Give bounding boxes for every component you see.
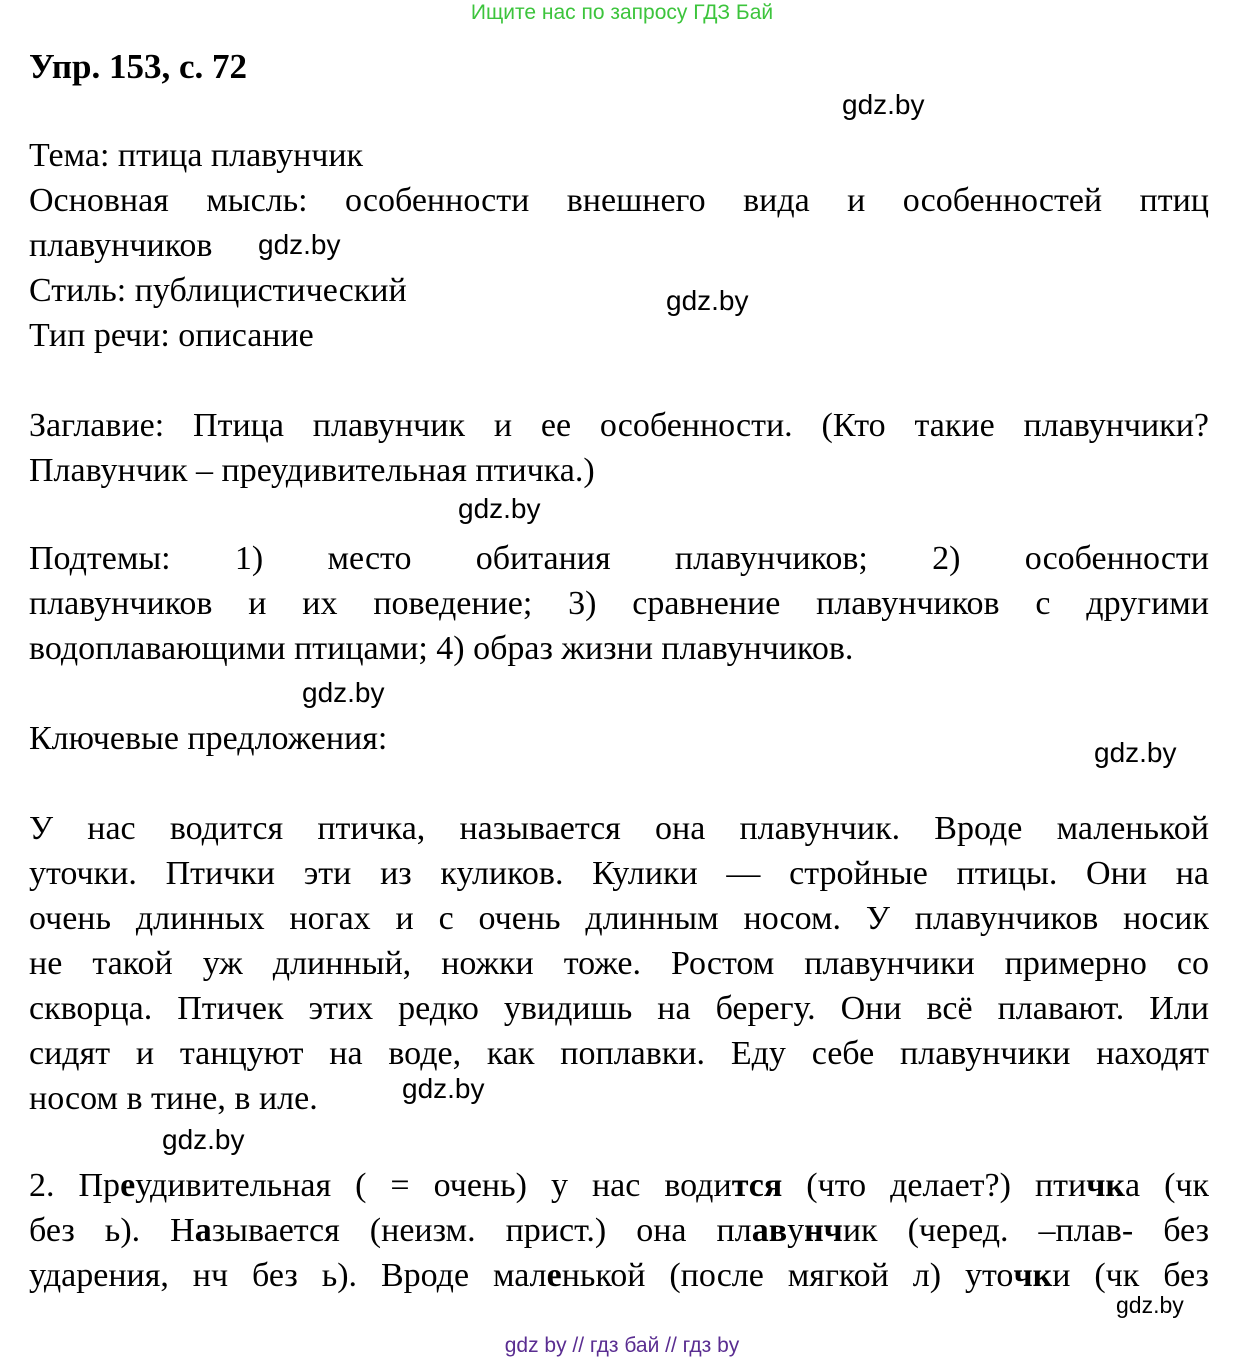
text-line	[29, 536, 1209, 581]
text-segment: ик (черед. –плав- без	[842, 1212, 1209, 1249]
text-segment: нькой (после мягкой л) уто	[561, 1257, 1014, 1294]
highlighted-letters: е	[120, 1167, 136, 1204]
text-line	[29, 851, 1209, 896]
subtopics-block	[29, 536, 1209, 671]
text-segment: Стиль: публицистический	[29, 272, 407, 309]
text-segment: Подтемы: 1) место обитания плавунчиков; 2) особенности	[29, 540, 1209, 577]
text-segment: скворца. Птичек этих редко увидишь на берегу. Они всё плавают. Или	[29, 990, 1209, 1027]
text-segment: удивительная ( = очень) у нас води	[135, 1167, 732, 1204]
watermark: gdz.by	[1094, 737, 1177, 768]
text-line	[29, 1031, 1209, 1076]
text-segment: очень длинных ногах и с очень длинным носом. У плавунчиков носик	[29, 900, 1209, 937]
text-line	[29, 133, 1209, 178]
highlighted-letters: чк	[1013, 1257, 1053, 1294]
highlighted-letters: е	[546, 1257, 562, 1294]
highlighted-letters: а	[194, 1212, 212, 1249]
text-segment: плавунчиков	[29, 227, 213, 264]
text-segment: У нас водится птичка, называется она плавунчик. Вроде маленькой	[29, 810, 1209, 847]
text-line	[29, 581, 1209, 626]
highlighted-letters: тся	[731, 1167, 783, 1204]
text-segment: носом в тине, в иле.	[29, 1080, 318, 1117]
text-line	[29, 806, 1209, 851]
text-segment: Тема: птица плавунчик	[29, 137, 364, 174]
footer-links: gdz by // гдз бай // гдз by	[504, 1334, 740, 1357]
text-segment: и (чк без	[1052, 1257, 1209, 1294]
text-line	[29, 1253, 1209, 1298]
text-line	[29, 313, 1209, 358]
watermark: gdz.by	[402, 1073, 485, 1104]
watermark: gdz.by	[1116, 1292, 1184, 1318]
text-segment: Ключевые предложения:	[29, 720, 388, 757]
text-segment: у	[787, 1212, 805, 1249]
key-sentences-label	[29, 716, 1209, 761]
text-segment: сидят и танцуют на воде, как поплавки. Еду себе плавунчики находят	[29, 1035, 1209, 1072]
text-segment: уточки. Птички эти из куликов. Кулики — стройные птицы. Они на	[29, 855, 1209, 892]
heading-block	[29, 403, 1209, 493]
text-segment: а (чк	[1124, 1167, 1209, 1204]
text-line	[29, 403, 1209, 448]
text-segment: ударения, нч без ь). Вроде мал	[29, 1257, 547, 1294]
highlighted-letters: ав	[751, 1212, 788, 1249]
watermark: gdz.by	[302, 677, 385, 708]
text-segment: Основная мысль: особенности внешнего вида и особенностей птиц	[29, 182, 1209, 219]
text-line	[29, 896, 1209, 941]
text-segment: Плавунчик – преудивительная птичка.)	[29, 452, 595, 489]
source-text	[29, 806, 1209, 1121]
watermark: gdz.by	[842, 89, 925, 120]
watermark: gdz.by	[162, 1124, 245, 1155]
text-line	[29, 1163, 1209, 1208]
text-segment: водоплавающими птицами; 4) образ жизни плавунчиков.	[29, 630, 854, 667]
text-line	[29, 986, 1209, 1031]
text-segment: плавунчиков и их поведение; 3) сравнение плавунчиков с другими	[29, 585, 1209, 622]
watermark: gdz.by	[666, 285, 749, 316]
highlighted-letters: нч	[804, 1212, 843, 1249]
text-segment: Заглавие: Птица плавунчик и ее особенности. (Кто такие плавунчики?	[29, 407, 1209, 444]
text-line	[29, 223, 1209, 268]
highlighted-letters: чк	[1086, 1167, 1125, 1204]
watermark: gdz.by	[258, 229, 341, 260]
text-line	[29, 1208, 1209, 1253]
text-line	[29, 448, 1209, 493]
text-line	[29, 1073, 1209, 1121]
search-hint-banner: Ищите нас по запросу ГДЗ Бай	[470, 1, 774, 24]
text-segment: (что делает?) пти	[782, 1167, 1087, 1204]
text-line	[29, 268, 1209, 313]
text-segment: Тип речи: описание	[29, 317, 314, 354]
exercise-title: Упр. 153, с. 72	[29, 47, 247, 86]
text-line	[29, 178, 1209, 223]
text-line	[29, 716, 1209, 761]
text-line	[29, 626, 1209, 671]
text-line	[29, 941, 1209, 986]
text-segment: зывается (неизм. прист.) она пл	[211, 1212, 752, 1249]
text-segment: 2. Пр	[29, 1167, 121, 1204]
analysis-text	[29, 1163, 1209, 1298]
theme-block	[29, 133, 1209, 358]
watermark: gdz.by	[458, 493, 541, 524]
text-segment: без ь). Н	[29, 1212, 195, 1249]
text-segment: не такой уж длинный, ножки тоже. Ростом плавунчики примерно со	[29, 945, 1209, 982]
